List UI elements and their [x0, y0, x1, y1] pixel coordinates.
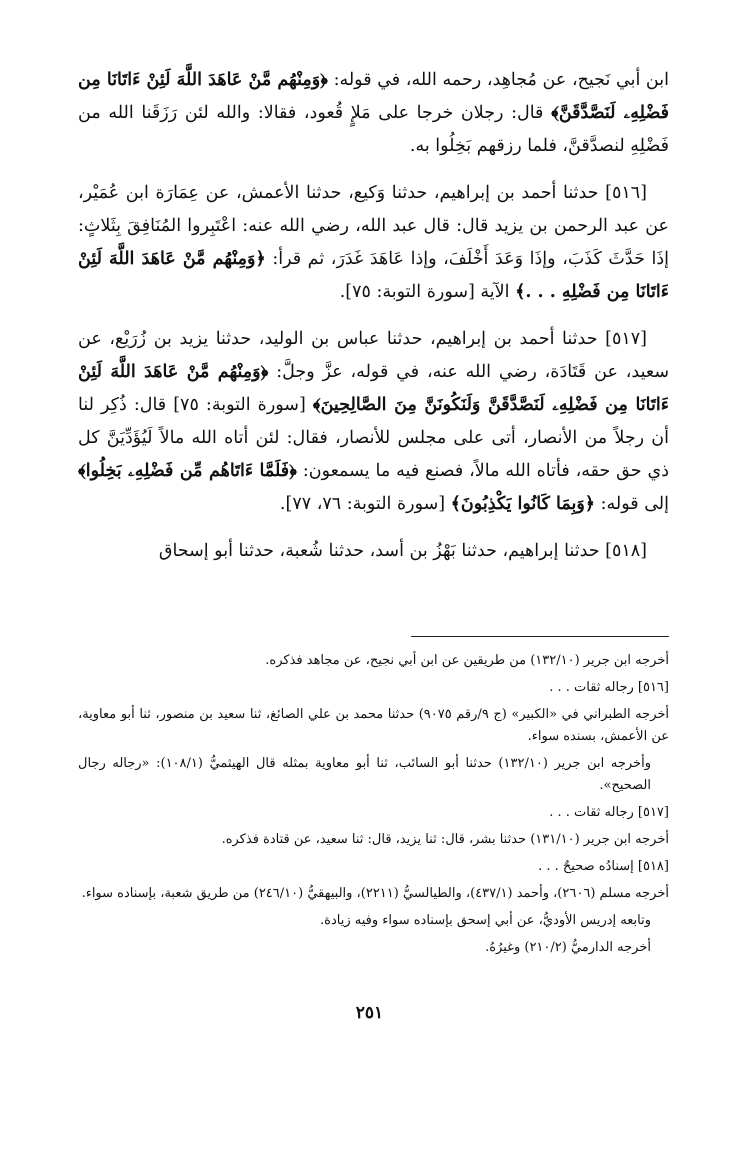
page-number: ٢٥١ [355, 1003, 384, 1023]
paragraph-518 [78, 535, 669, 568]
text: [سورة التوبة: ٧٦، ٧٧]. [279, 494, 451, 514]
paragraph-mujahid [78, 64, 669, 163]
text: ابن أبي نَجيح، عن مُجاهِد، رحمه الله، في قوله: [327, 70, 669, 90]
main-text [78, 64, 669, 582]
text: قال: رجلان خرجا على مَلإٍ قُعود، فقالا: والله لئن رَزَقَنا الله من فَضْلِهِ لنصدَّقنَّ، فلما رزقهم بَخِلُوا به. [78, 103, 669, 156]
text: [سورة التوبة: ٧٥] قال: ذُكِر لنا أن رجلاً من الأنصار، أتى على مجلس للأنصار، فقال: لئن أتاه الله مالاً لَيُؤَدِّيَنَّ كل ذي حق حقه، فأتاه الله مالاً، فصنع فيه ما يسمعون: [78, 395, 669, 481]
quran-verse: ﴿وَبِمَا كَانُوا يَكْذِبُونَ﴾ [450, 494, 596, 514]
text: الآية [سورة التوبة: ٧٥]. [339, 282, 516, 302]
footnote: [٥١٦] رجاله ثقات . . . [549, 680, 669, 695]
footnote-divider [411, 636, 669, 637]
footnote: وأخرجه ابن جرير (١٣٢/١٠) حدثنا أبو السائب، ثنا أبو معاوية بمثله قال الهيثميُّ (١٠٨/١): «رجاله رجال الصحيح». [78, 756, 651, 793]
footnote: أخرجه ابن جرير (١٣١/١٠) حدثنا بشر، قال: ثنا يزيد، قال: ثنا سعيد، عن قتادة فذكره. [221, 832, 669, 847]
footnote: أخرجه مسلم (٢٦٠٦)، وأحمد (٤٣٧/١)، والطيالسيُّ (٢٢١١)، والبيهقيُّ (٢٤٦/١٠) من طريق شعبة، بإسناده سواء. [81, 886, 669, 901]
footnote: [٥١٧] رجاله ثقات . . . [549, 805, 669, 820]
footnote: أخرجه ابن جرير (١٣٢/١٠) من طريقين عن ابن أبي نجيح، عن مجاهد فذكره. [265, 653, 669, 668]
text: [٥١٨] حدثنا إبراهيم، حدثنا بَهْزُ بن أسد، حدثنا شُعبة، حدثنا أبو إسحاق [158, 541, 647, 561]
quran-verse: ﴿فَلَمَّا ءَاتَاهُم مِّن فَضْلِهِۦ بَخِلُوا﴾ [78, 461, 297, 481]
footnotes [78, 650, 669, 964]
quran-verse: ﴿وَمِنْهُم مَّنْ عَاهَدَ اللَّهَ لَئِنْ ءَاتَانَا مِن فَضْلِهِۦ لَنَصَّدَّقَنَّ وَلَنَكُونَنَّ مِنَ الصَّالِحِينَ﴾ [78, 362, 669, 415]
text: [٥١٦] حدثنا أحمد بن إبراهيم، حدثنا وَكيع، حدثنا الأعمش، عن عِمَارَة ابن عُمَيْر، عن عبد الرحمن بن يزيد قال: قال عبد الله، رضي الله عنه: اعْتَبِروا المُنَافِقَ بِثَلاثٍ: إذَا حَدَّثَ كَذَبَ، وإذَا وَعَدَ أَخْلَفَ، وإذا عَاهَدَ غَدَرَ، ثم قرأ: [78, 183, 669, 269]
footnote: وتابعه إدريس الأوديُّ، عن أبي إسحق بإسناده سواء وفيه زيادة. [320, 913, 651, 928]
paragraph-517 [78, 323, 669, 521]
footnote: [٥١٨] إسنادُه صحيحٌ . . . [538, 859, 669, 874]
text: إلى قوله: [595, 494, 669, 514]
quran-verse: ﴿وَمِنْهُم مَّنْ عَاهَدَ اللَّهَ لَئِنْ ءَاتَانَا مِن فَضْلِهِ . . .﴾ [78, 249, 669, 302]
paragraph-516 [78, 177, 669, 309]
footnote: أخرجه الدارميُّ (٢١٠/٢) وغيرُهُ. [485, 940, 651, 955]
quran-verse: ﴿وَمِنْهُم مَّنْ عَاهَدَ اللَّهَ لَئِنْ ءَاتَانَا مِن فَضْلِهِۦ لَنَصَّدَّقَنَّ﴾ [78, 70, 669, 123]
footnote: أخرجه الطبراني في «الكبير» (ج ٩/رقم ٩٠٧٥) حدثنا محمد بن علي الصائغ، ثنا سعيد بن منصور، ثنا أبو معاوية، عن الأعمش، بسنده سواء. [78, 707, 670, 744]
text: [٥١٧] حدثنا أحمد بن إبراهيم، حدثنا عباس بن الوليد، حدثنا يزيد بن زُرَيْع، عن سعيد، عن قَتَادَة، رضي الله عنه، في قوله، عزَّ وجلَّ: [78, 329, 669, 382]
